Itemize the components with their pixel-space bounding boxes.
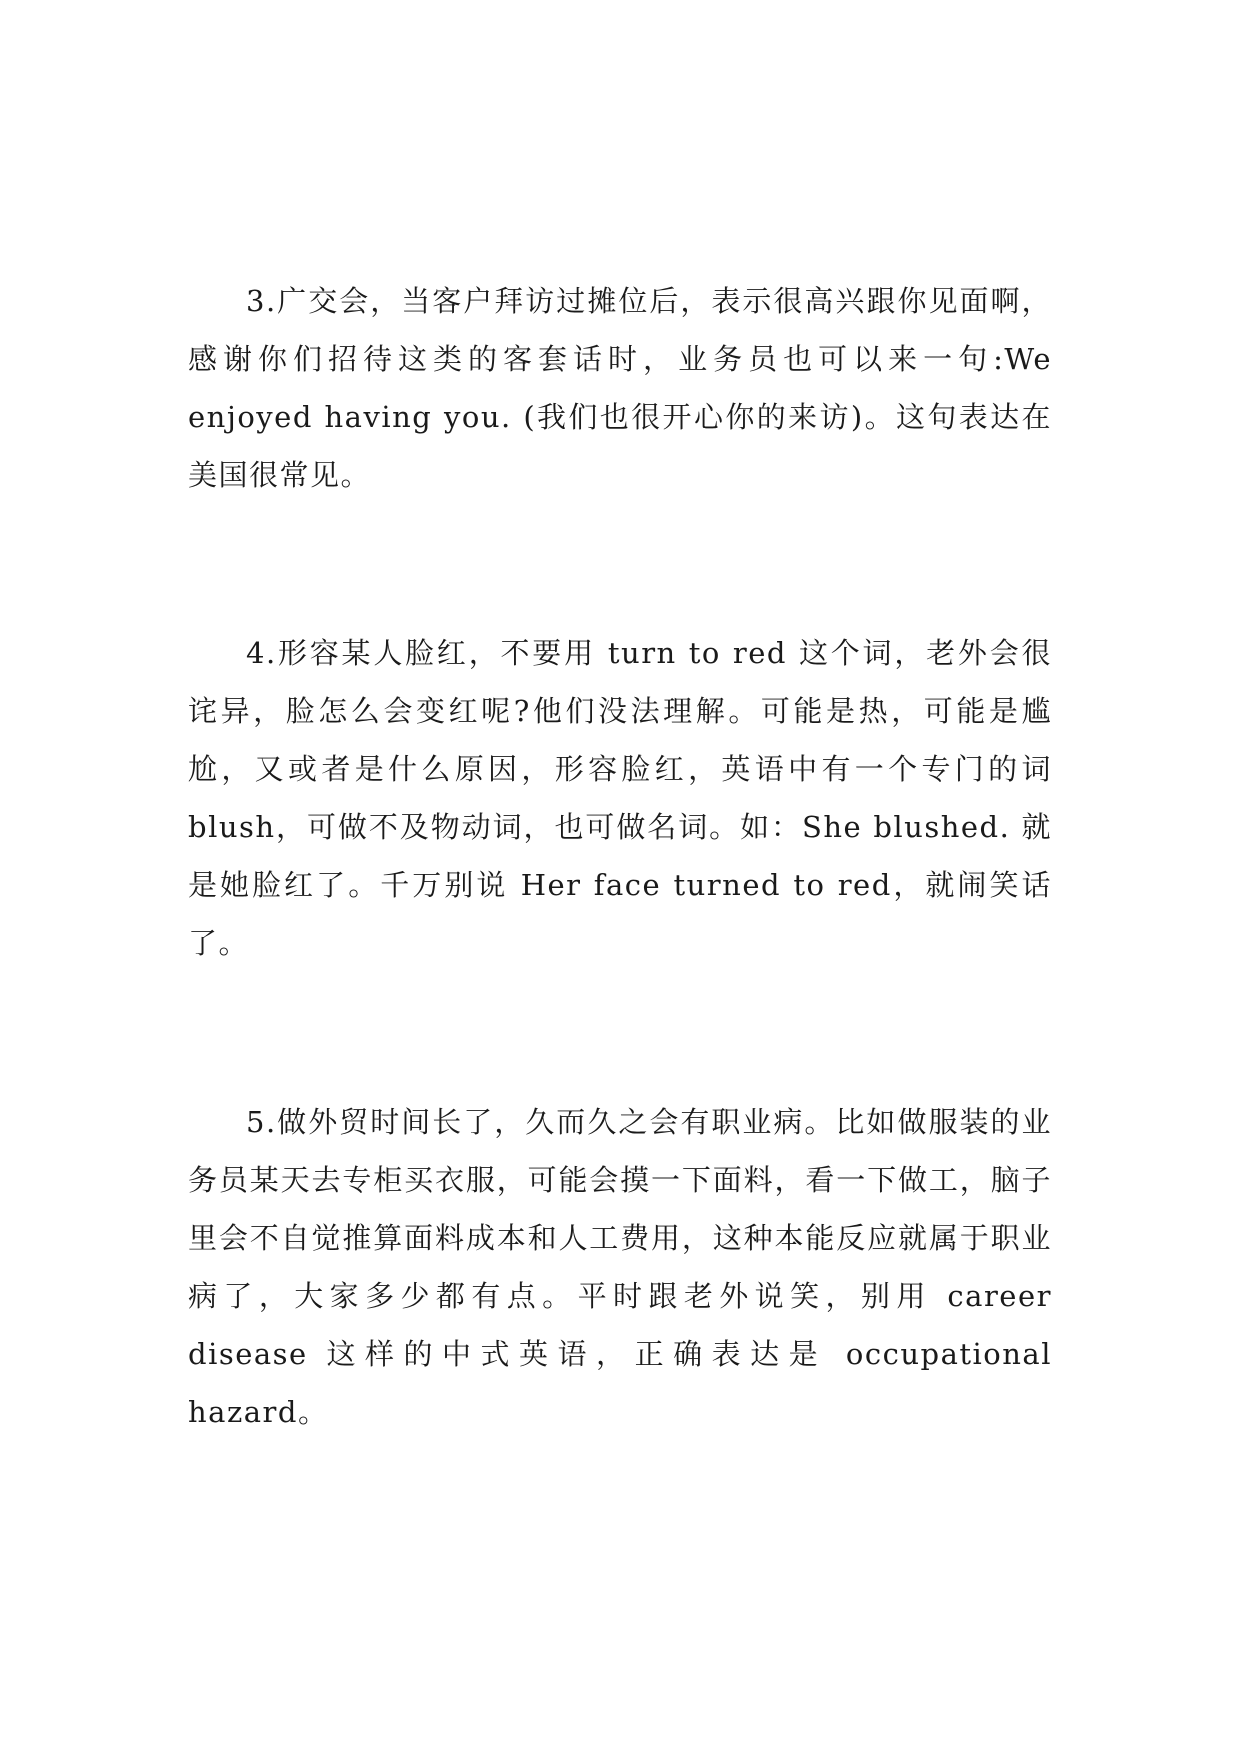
paragraph-5: 5.做外贸时间长了，久而久之会有职业病。比如做服装的业务员某天去专柜买衣服，可能会摸一下面料，看一下做工，脑子里会不自觉推算面料成本和人工费用，这种本能反应就属于职业病了，大家多少都有点。平时跟老外说笑，别用 career disease 这样的中式英语，正确表达是 occupational hazard。	[188, 1105, 1052, 1429]
paragraph-4: 4.形容某人脸红，不要用 turn to red 这个词，老外会很诧异，脸怎么会变红呢?他们没法理解。可能是热，可能是尴尬，又或者是什么原因，形容脸红，英语中有一个专门的词 blush，可做不及物动词，也可做名词。如：She blushed. 就是她脸红了。千万别说 Her face turned to red，就闹笑话了。	[188, 636, 1052, 960]
paragraph-3: 3.广交会，当客户拜访过摊位后，表示很高兴跟你见面啊，感谢你们招待这类的客套话时，业务员也可以来一句:We enjoyed having you. (我们也很开心你的来访)。这句表达在美国很常见。	[188, 284, 1052, 492]
